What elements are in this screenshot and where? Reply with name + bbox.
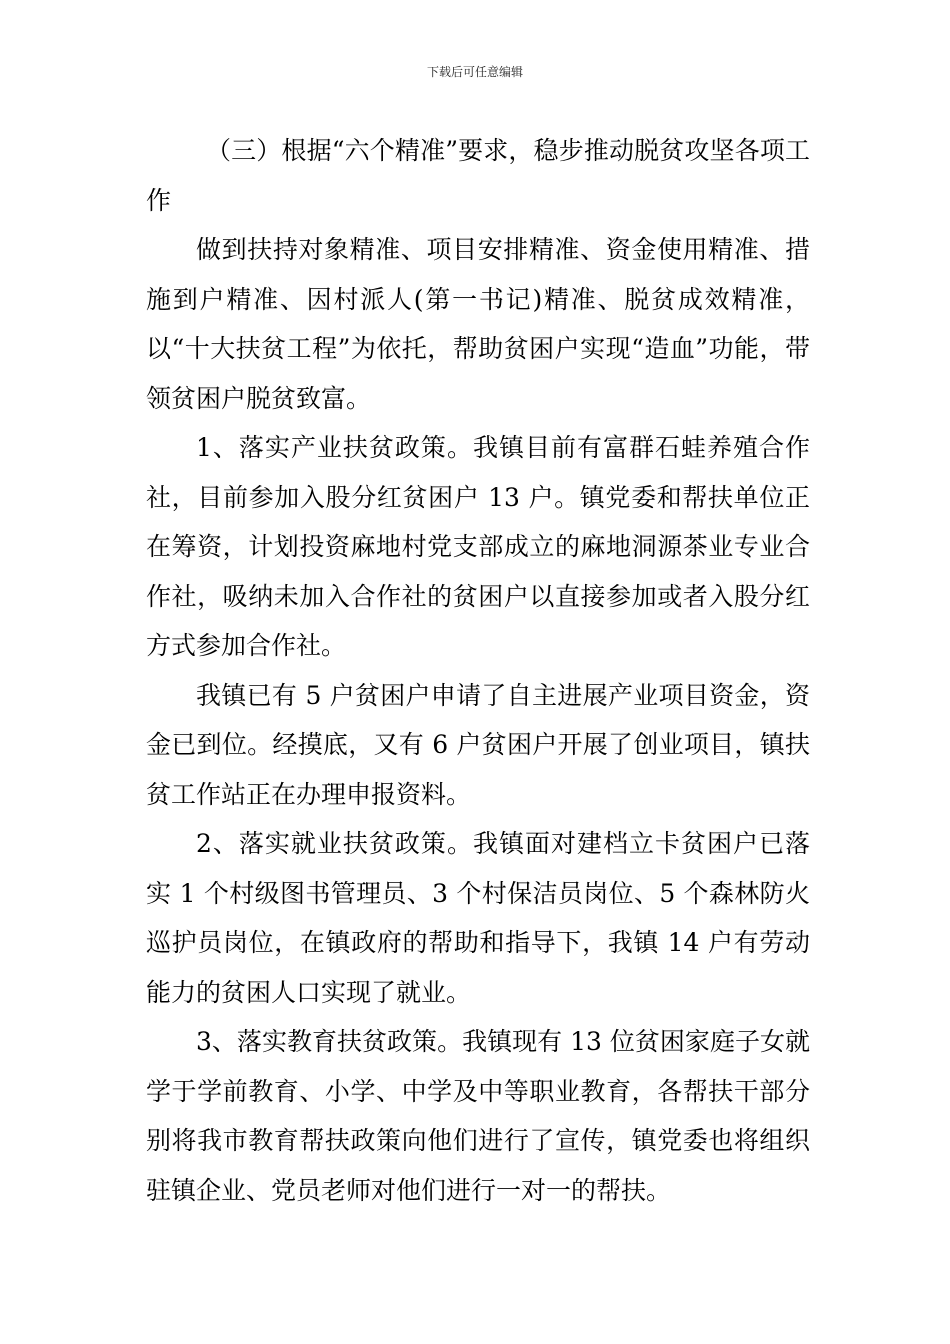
paragraph-employment-policy: 2、落实就业扶贫政策。我镇面对建档立卡贫困户已落实 1 个村级图书管理员、3 个村保洁员岗位、5 个森林防火巡护员岗位，在镇政府的帮助和指导下，我镇 14 户有劳动能力的贫困人口实现了就业。: [146, 829, 810, 1007]
paragraph-education-policy: 3、落实教育扶贫政策。我镇现有 13 位贫困家庭子女就学于学前教育、小学、中学及中等职业教育，各帮扶干部分别将我市教育帮扶政策向他们进行了宣传，镇党委也将组织驻镇企业、党员老师对他们进行一对一的帮扶。: [146, 1027, 810, 1205]
paragraph-industry-funds: 我镇已有 5 户贫困户申请了自主进展产业项目资金，资金已到位。经摸底，又有 6 户贫困户开展了创业项目，镇扶贫工作站正在办理申报资料。: [146, 680, 810, 809]
paragraph-intro: 做到扶持对象精准、项目安排精准、资金使用精准、措施到户精准、因村派人(第一书记)精准、脱贫成效精准，以“十大扶贫工程”为依托，帮助贫困户实现“造血”功能，带领贫困户脱贫致富。: [146, 235, 810, 413]
document-body: [146, 126, 810, 1215]
paragraph-industry-policy: 1、落实产业扶贫政策。我镇目前有富群石蛙养殖合作社，目前参加入股分红贫困户 13 户。镇党委和帮扶单位正在筹资，计划投资麻地村党支部成立的麻地洞源茶业专业合作社，吸纳未加入合作社的贫困户以直接参加或者入股分红方式参加合作社。: [146, 433, 810, 660]
section-heading: （三）根据“六个精准”要求，稳步推动脱贫攻坚各项工作: [146, 136, 810, 215]
page-header-note: 下载后可任意编辑: [426, 65, 523, 79]
